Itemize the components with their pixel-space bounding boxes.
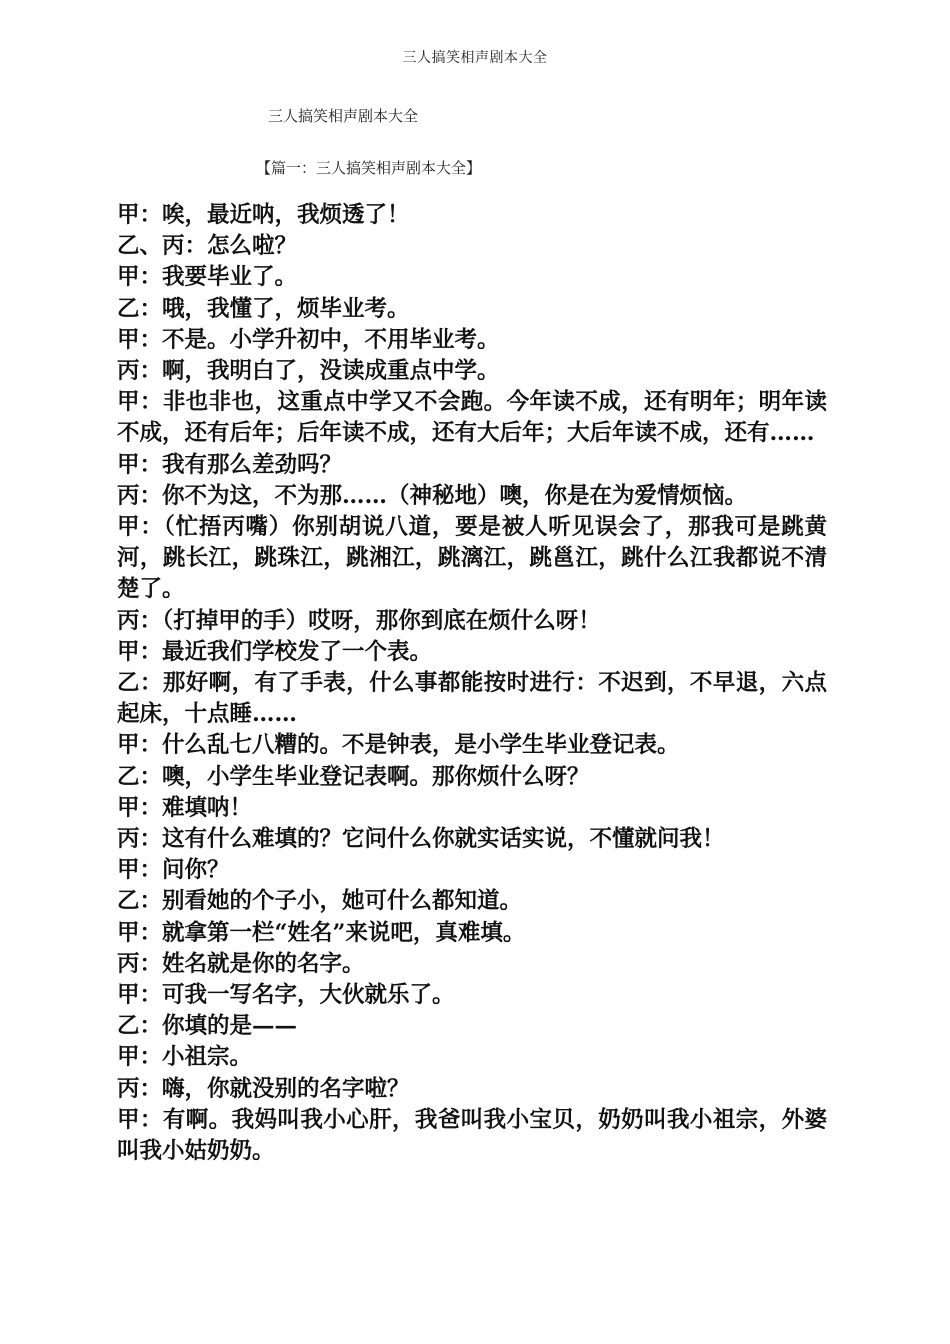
dialogue-line: 丙：姓名就是你的名字。: [117, 950, 365, 977]
dialogue-line: 甲：小祖宗。: [117, 1044, 253, 1071]
dialogue-line: 丙：嗨，你就没别的名字啦？: [117, 1075, 410, 1102]
dialogue-line: 甲：就拿第一栏“姓名”来说吧，真难填。: [117, 919, 526, 946]
section-heading: 【篇一：三人搞笑相声剧本大全】: [256, 159, 482, 177]
dialogue-line: 甲：可我一写名字，大伙就乐了。: [117, 982, 455, 1009]
dialogue-line: 乙：那好啊，有了手表，什么事都能按时进行：不迟到，不早退，六点起床，十点睡……: [117, 670, 827, 728]
dialogue-line: 甲：难填呐！: [117, 794, 253, 821]
dialogue-line: 甲：有啊。我妈叫我小心肝，我爸叫我小宝贝，奶奶叫我小祖宗，外婆叫我小姑奶奶。: [117, 1106, 827, 1165]
dialogue-line: 甲：不是。小学升初中，不用毕业考。: [117, 326, 500, 353]
dialogue-line: 甲：问你？: [117, 857, 230, 884]
dialogue-list: [117, 200, 827, 1167]
running-header: 三人搞笑相声剧本大全: [402, 50, 548, 66]
dialogue-line: 乙：噢，小学生毕业登记表啊。那你烦什么呀？: [117, 763, 590, 790]
dialogue-line: 丙：你不为这，不为那……（神秘地）噢，你是在为爱情烦恼。: [117, 482, 748, 509]
dialogue-line: 丙：这有什么难填的？它问什么你就实话实说，不懂就问我！: [117, 826, 725, 853]
dialogue-line: 乙：你填的是——: [117, 1013, 298, 1040]
dialogue-line: 乙：别看她的个子小，她可什么都知道。: [117, 888, 523, 915]
dialogue-line: 甲：唉，最近呐，我烦透了！: [117, 202, 410, 228]
dialogue-line: 甲：非也非也，这重点中学又不会跑。今年读不成，还有明年；明年读不成，还有后年；后年读不成，还有大后年；大后年读不成，还有……: [117, 389, 827, 447]
dialogue-line: 甲：什么乱七八糟的。不是钟表，是小学生毕业登记表。: [117, 732, 680, 759]
document-title: 三人搞笑相声剧本大全: [268, 107, 419, 125]
dialogue-line: 丙：（打掉甲的手）哎呀，那你到底在烦什么呀！: [117, 607, 601, 634]
dialogue-line: 丙：啊，我明白了，没读成重点中学。: [117, 358, 500, 385]
dialogue-line: 乙：哦，我懂了，烦毕业考。: [117, 295, 410, 322]
dialogue-line: 甲：（忙捂丙嘴）你别胡说八道，要是被人听见误会了，那我可是跳黄河，跳长江，跳珠江，跳湘江，跳漓江，跳邕江，跳什么江我都说不清楚了。: [117, 514, 827, 603]
dialogue-line: 甲：我要毕业了。: [117, 264, 298, 291]
dialogue-line: 甲：我有那么差劲吗？: [117, 451, 343, 478]
dialogue-line: 乙、丙：怎么啦？: [117, 233, 298, 260]
dialogue-line: 甲：最近我们学校发了一个表。: [117, 638, 433, 665]
